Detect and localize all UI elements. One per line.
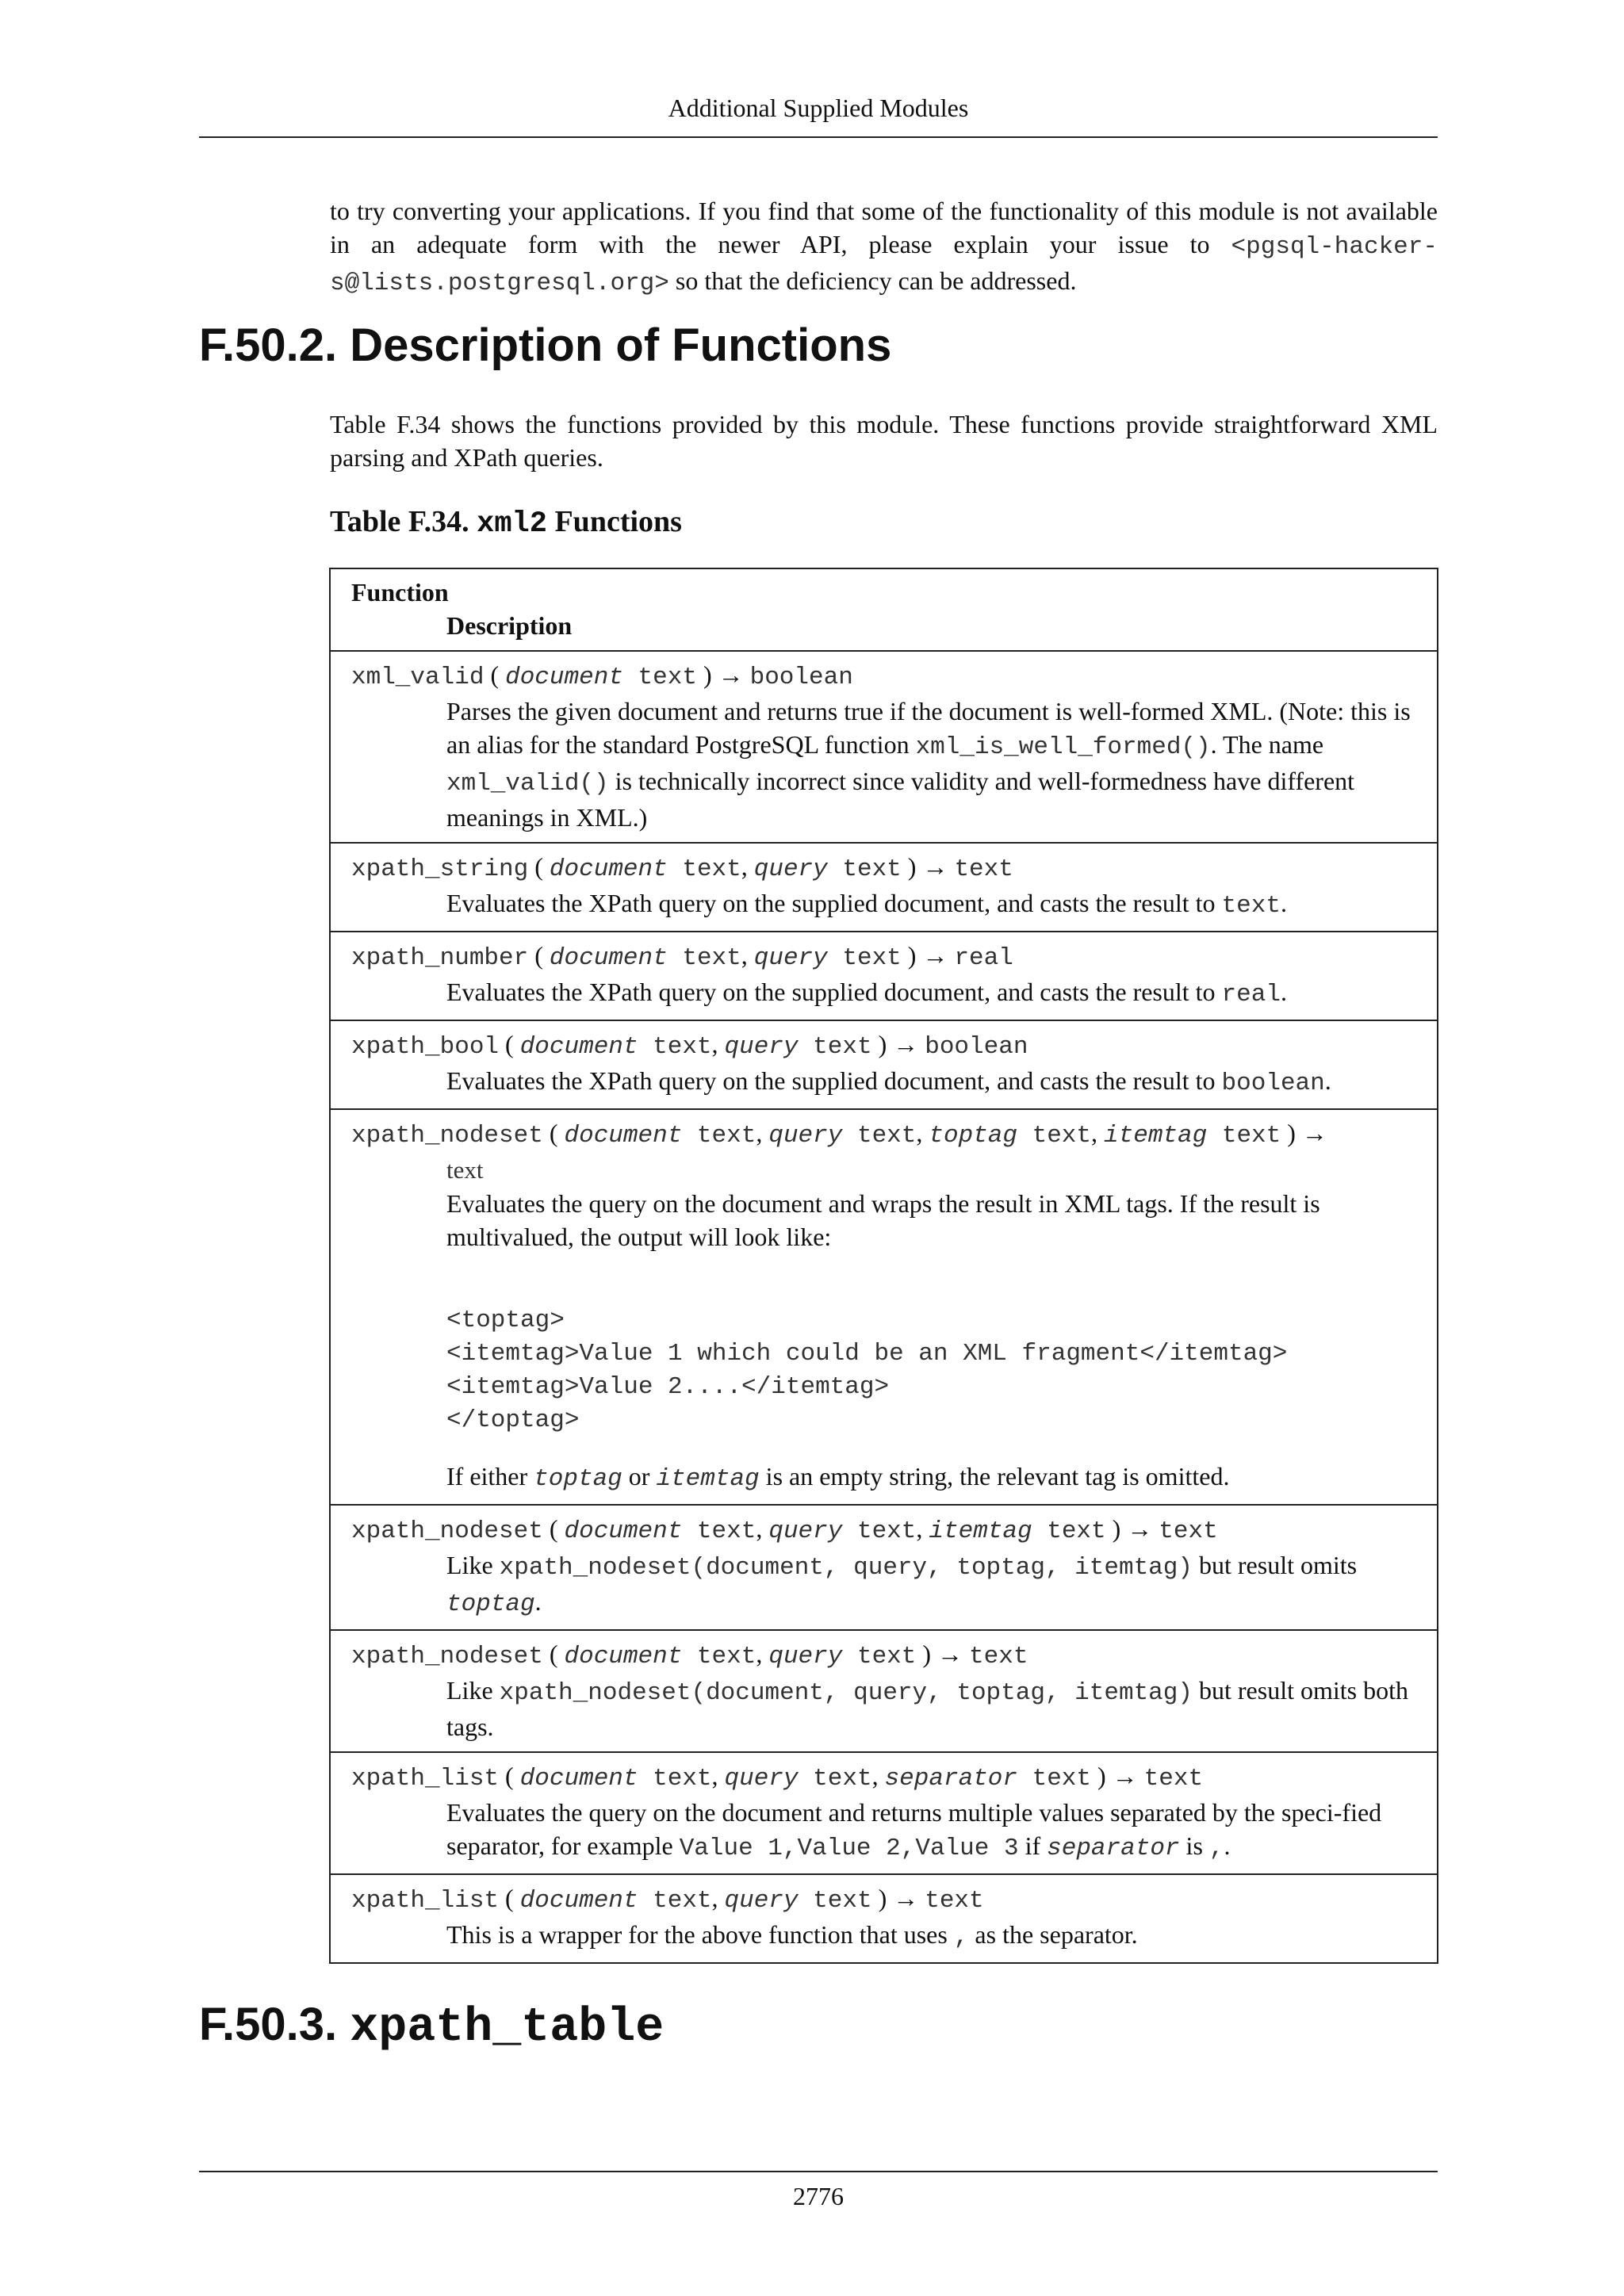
arg-separator: , (1091, 1119, 1105, 1147)
function-signature (351, 1512, 1416, 1548)
desc-text: but result omits (1192, 1551, 1358, 1579)
paren-open: ( (499, 1762, 520, 1790)
function-name: xpath_number (351, 944, 529, 972)
arg-name: query (724, 1887, 799, 1915)
caption-prefix: Table F.34. (330, 505, 477, 538)
arg-type: text (1017, 1122, 1092, 1150)
arg-type: text (667, 855, 741, 883)
desc-arg: toptag (534, 1465, 622, 1493)
caption-code: xml2 (477, 507, 547, 541)
section-heading-description-of-functions: F.50.2. Description of Functions (199, 320, 892, 371)
table-header-row (331, 569, 1437, 650)
footer-rule (199, 2171, 1438, 2172)
function-description (446, 1548, 1416, 1621)
paren-close-arrow: ) → (696, 660, 750, 689)
desc-text: Evaluates the XPath query on the supplied document, and casts the result to (446, 889, 1222, 917)
arg-type: text (798, 1033, 872, 1061)
return-type: text (969, 1643, 1028, 1670)
desc-code: text (1221, 892, 1281, 920)
paren-open: ( (499, 1884, 520, 1912)
page-number: 2776 (793, 2182, 844, 2210)
arg-name: toptag (929, 1122, 1017, 1150)
arg-separator: , (711, 1884, 725, 1912)
function-signature (351, 1116, 1416, 1187)
arg-name: query (768, 1122, 843, 1150)
header-rule (199, 136, 1438, 138)
return-type: boolean (749, 664, 853, 691)
table-row (331, 1108, 1437, 1504)
desc-text: if (1018, 1831, 1048, 1860)
paren-close-arrow: ) → (901, 941, 955, 970)
paren-close-arrow: ) → (1091, 1762, 1144, 1790)
arg-type: text (827, 855, 902, 883)
paren-open: ( (484, 660, 506, 689)
section-code-title: xpath_table (350, 2001, 665, 2055)
arg-name: itemtag (929, 1517, 1032, 1545)
arg-type: text (798, 1765, 872, 1793)
desc-text: Evaluates the XPath query on the supplied document, and casts the result to (446, 1066, 1222, 1095)
arg-type: text (842, 1643, 917, 1670)
table-row (331, 650, 1437, 842)
paren-close-arrow: ) → (1105, 1514, 1159, 1543)
column-header-function: Function (351, 578, 449, 607)
arg-name: document (564, 1517, 683, 1545)
arg-type: text (1032, 1517, 1106, 1545)
arg-separator: , (756, 1640, 769, 1668)
function-signature (351, 1759, 1416, 1796)
desc-code: xpath_nodeset(document, query, toptag, itemtag) (499, 1554, 1193, 1582)
running-header: Additional Supplied Modules (668, 94, 969, 122)
function-description (446, 1064, 1416, 1100)
return-type: real (954, 944, 1013, 972)
arg-type: text (827, 944, 902, 972)
paren-open: ( (499, 1030, 520, 1058)
desc-text: or (622, 1462, 657, 1490)
section-number: F.50.3. (199, 1999, 350, 2050)
arg-separator: , (711, 1762, 725, 1790)
function-description (446, 1674, 1416, 1743)
arg-type: text (682, 1122, 756, 1150)
desc-text: Parses the given document and returns true if the document is well-formed XML. (Note: this is an alias for the standard PostgreSQL function (446, 697, 1411, 759)
return-type: text (446, 1156, 484, 1184)
table-row (331, 1020, 1437, 1108)
mailing-list-address: <pgsql-hacker-s@lists.postgresql.org> (330, 233, 1438, 297)
desc-code: xml_is_well_formed() (915, 733, 1211, 761)
paren-close-arrow: ) → (901, 852, 955, 881)
desc-text: . (1224, 1831, 1231, 1860)
desc-code: , (1208, 1835, 1224, 1862)
table-row (331, 1629, 1437, 1751)
function-name: xpath_string (351, 855, 529, 883)
desc-text: If either (446, 1462, 534, 1490)
function-signature (351, 850, 1416, 886)
desc-code: , (953, 1923, 969, 1951)
desc-text: Like (446, 1551, 500, 1579)
function-description (446, 1796, 1416, 1866)
arg-name: itemtag (1104, 1122, 1208, 1150)
paren-open: ( (542, 1514, 565, 1543)
desc-text: . The name (1210, 730, 1324, 759)
desc-text: . (1324, 1066, 1331, 1095)
return-type: boolean (925, 1033, 1028, 1061)
arg-name: separator (884, 1765, 1017, 1793)
intro-paragraph (330, 194, 1438, 300)
paren-close-arrow: ) → (871, 1030, 925, 1058)
arg-name: document (549, 944, 668, 972)
arg-type: text (1207, 1122, 1281, 1150)
intro-text-end: so that the deficiency can be addressed. (668, 266, 1077, 295)
function-signature (351, 1637, 1416, 1674)
arg-name: document (519, 1033, 638, 1061)
desc-text: . (1280, 889, 1287, 917)
function-signature (351, 1881, 1416, 1918)
arg-separator: , (916, 1119, 929, 1147)
desc-text: is technically incorrect since validity and well-formedness have different meanings in XML.) (446, 767, 1355, 832)
return-type: text (1143, 1765, 1204, 1793)
desc-text: Like (446, 1676, 500, 1705)
arg-name: query (768, 1517, 843, 1545)
paren-open: ( (528, 941, 550, 970)
arg-separator: , (756, 1119, 769, 1147)
arg-type: text (842, 1517, 917, 1545)
code-example: <toptag> <itemtag>Value 1 which could be an XML fragment</itemtag> <itemtag>Value 2....</itemtag> </toptag> (446, 1307, 1288, 1434)
function-name: xml_valid (351, 664, 485, 691)
functions-table (329, 568, 1438, 1964)
intro-text: to try converting your applications. If you find that some of the functionality of this module is not available in an adequate form with the newer API, please explain your issue to (330, 197, 1438, 258)
arg-name: document (519, 1887, 638, 1915)
desc-arg: toptag (446, 1590, 535, 1618)
arg-type: text (667, 944, 741, 972)
desc-text: Evaluates the query on the document and returns multiple values separated by the speci-fied separator, for example (446, 1798, 1382, 1860)
arg-type: text (1017, 1765, 1092, 1793)
function-name: xpath_bool (351, 1033, 500, 1061)
paren-open: ( (542, 1119, 565, 1147)
arg-type: text (638, 1765, 712, 1793)
arg-name: document (549, 855, 668, 883)
arg-separator: , (711, 1030, 725, 1058)
function-description-note (446, 1460, 1416, 1496)
function-description: Evaluates the query on the document and wraps the result in XML tags. If the result is multivalued, the output will look like: (446, 1189, 1320, 1251)
arg-name: query (753, 855, 828, 883)
function-signature (351, 1027, 1416, 1064)
paren-close-arrow: ) → (871, 1884, 925, 1912)
desc-code: Value 1,Value 2,Value 3 (679, 1835, 1019, 1862)
function-name: xpath_nodeset (351, 1122, 543, 1150)
arg-name: document (505, 664, 623, 691)
paren-close-arrow: ) → (916, 1640, 970, 1668)
function-description (446, 1918, 1416, 1954)
arg-separator: , (741, 852, 754, 881)
desc-text: is an empty string, the relevant tag is omitted. (759, 1462, 1230, 1490)
desc-text: This is a wrapper for the above function that uses (446, 1920, 954, 1949)
return-type: text (1159, 1517, 1218, 1545)
desc-arg: separator (1047, 1835, 1180, 1862)
arg-name: document (564, 1643, 683, 1670)
caption-suffix: Functions (546, 505, 682, 538)
desc-text: as the separator. (968, 1920, 1138, 1949)
function-name: xpath_nodeset (351, 1517, 543, 1545)
table-caption (330, 504, 682, 541)
section-heading-xpath-table (199, 1998, 664, 2055)
arg-name: document (519, 1765, 638, 1793)
return-type: text (925, 1887, 984, 1915)
function-description (446, 695, 1416, 834)
arg-name: query (768, 1643, 843, 1670)
function-signature (351, 939, 1416, 975)
arg-separator: , (741, 941, 754, 970)
function-name: xpath_list (351, 1765, 500, 1793)
desc-code: real (1221, 981, 1281, 1008)
arg-type: text (638, 1887, 712, 1915)
paren-open: ( (528, 852, 550, 881)
arg-type: text (842, 1122, 917, 1150)
function-name: xpath_list (351, 1887, 500, 1915)
desc-text: is (1179, 1831, 1209, 1860)
desc-text: Evaluates the XPath query on the supplied document, and casts the result to (446, 978, 1222, 1006)
return-type: text (954, 855, 1013, 883)
arg-separator: , (871, 1762, 885, 1790)
desc-arg: itemtag (656, 1465, 760, 1493)
arg-separator: , (916, 1514, 929, 1543)
table-row (331, 1751, 1437, 1873)
paren-close-arrow: ) → (1281, 1119, 1327, 1147)
description-paragraph: Table F.34 shows the functions provided by this module. These functions provide straightforward XML parsing and XPath queries. (330, 410, 1438, 472)
desc-code: xpath_nodeset(document, query, toptag, itemtag) (499, 1679, 1193, 1707)
table-row (331, 842, 1437, 931)
table-row (331, 931, 1437, 1020)
desc-text: . (534, 1587, 542, 1616)
arg-name: query (724, 1033, 799, 1061)
arg-name: document (564, 1122, 683, 1150)
arg-type: text (682, 1517, 756, 1545)
function-description (446, 975, 1416, 1012)
column-header-description: Description (446, 611, 573, 640)
table-row (331, 1873, 1437, 1962)
arg-name: query (724, 1765, 799, 1793)
arg-separator: , (756, 1514, 769, 1543)
arg-name: query (753, 944, 828, 972)
table-row (331, 1504, 1437, 1629)
arg-type: text (798, 1887, 872, 1915)
desc-text: but result omits both tags. (446, 1676, 1408, 1741)
function-description (446, 886, 1416, 923)
arg-type: text (622, 664, 697, 691)
function-name: xpath_nodeset (351, 1643, 543, 1670)
function-signature (351, 658, 1416, 695)
desc-text: . (1280, 978, 1287, 1006)
desc-code: xml_valid() (446, 770, 609, 798)
arg-type: text (682, 1643, 756, 1670)
paren-open: ( (542, 1640, 565, 1668)
arg-type: text (638, 1033, 712, 1061)
desc-code: boolean (1221, 1070, 1325, 1097)
